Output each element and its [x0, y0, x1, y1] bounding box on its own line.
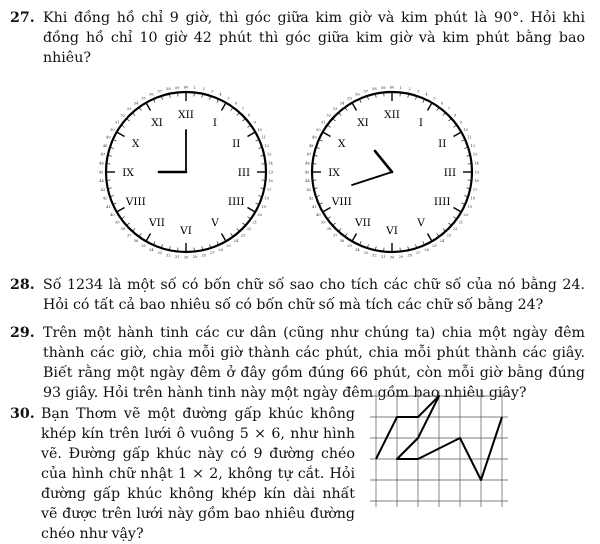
problem-text: Bạn Thơm vẽ một đường gấp khúc không khép kín trên lưới ô vuông 5 × 6, như hình vẽ. Đường gấp khúc này có 9 đường chéo của hình chữ nhật 1 × 2, không tự cắt. Hỏi đường gấp khúc không khép kín dài nhất vẽ được trên lưới này gồm bao nhiêu đường chéo như vậy?	[41, 404, 355, 544]
clock-tick	[133, 228, 135, 230]
clock-tick	[448, 223, 450, 225]
clock-minute-label: 44	[305, 179, 310, 183]
clock-minute-label: 42	[309, 197, 314, 201]
clock-tick	[466, 156, 469, 157]
clock-tick	[111, 195, 114, 196]
clock-tick	[415, 244, 416, 247]
clock-minute-label: 14	[474, 161, 479, 165]
clock-minute-label: 10	[257, 128, 262, 132]
clock-numeral: VIII	[331, 196, 352, 208]
clock-minute-label: 28	[407, 253, 412, 257]
clock-minute-label: 59	[381, 86, 386, 90]
clock-minute-label: 17	[267, 188, 272, 192]
clock-tick	[324, 133, 331, 137]
clock-minute-label: 17	[473, 188, 478, 192]
clock-minute-label: 36	[134, 239, 139, 243]
clock-numeral: II	[232, 138, 240, 150]
clock-minute-label: 21	[252, 220, 257, 224]
clock-minute-label: 40	[110, 213, 115, 217]
clock-minute-label: 41	[106, 205, 111, 209]
clock-minute-label: 5	[227, 97, 230, 101]
minute-hand	[352, 172, 392, 185]
clock-minute-label: 50	[110, 128, 115, 132]
clock-tick	[202, 246, 203, 249]
clock-minute-label: 14	[268, 161, 273, 165]
clock-numeral: IIII	[228, 196, 245, 208]
clock-tick	[255, 140, 258, 141]
clock-minute-label: 29	[193, 255, 198, 259]
clock-minute-label: 13	[473, 153, 478, 157]
clock-tick	[237, 228, 239, 230]
clock-tick	[247, 208, 254, 212]
problem-number: 27.	[10, 8, 35, 28]
clock-minute-label: 48	[103, 144, 108, 148]
clock-tick	[242, 223, 244, 225]
clock-tick	[428, 104, 432, 111]
clock-minute-label: 16	[474, 179, 479, 183]
clock-tick	[209, 97, 210, 100]
clock-minute-label: 56	[149, 93, 154, 97]
clock-minute-label: 7	[242, 107, 245, 111]
clock-minute-label: 6	[441, 102, 444, 106]
clock-minute-label: 31	[381, 255, 386, 259]
clock-minute-label: 44	[99, 179, 104, 183]
clock-tick	[133, 113, 135, 115]
clock-tick	[461, 140, 464, 141]
clock-minute-label: 27	[210, 251, 215, 255]
clock-minute-label: 38	[327, 227, 332, 231]
clock-tick	[231, 108, 233, 110]
clock-numeral: VIII	[125, 196, 146, 208]
clock-minute-label: 15	[269, 170, 274, 174]
clock-tick	[162, 244, 163, 247]
clock-tick	[437, 233, 439, 235]
clock-minute-label: 32	[166, 253, 171, 257]
clock-minute-label: 26	[218, 248, 223, 252]
clock-minute-label: 49	[312, 136, 317, 140]
clock-tick	[114, 140, 117, 141]
clock-minute-label: 3	[211, 89, 214, 93]
clock-tick	[217, 241, 218, 244]
clock-tick	[437, 108, 439, 110]
clock-minute-label: 35	[347, 244, 352, 248]
clock-numeral: V	[210, 217, 219, 229]
clock-tick	[170, 246, 171, 249]
clock-minute-label: 43	[307, 188, 312, 192]
clock-tick	[202, 95, 203, 98]
clock-minute-label: 35	[141, 244, 146, 248]
clock-tick	[353, 233, 357, 240]
clock-minute-label: 23	[241, 233, 246, 237]
clock-minute-label: 40	[316, 213, 321, 217]
clock-tick	[339, 228, 341, 230]
clock-tick	[162, 97, 163, 100]
problem-number: 29.	[10, 323, 35, 343]
clock-minute-label: 12	[471, 144, 476, 148]
clock-numeral: II	[438, 138, 446, 150]
clock-tick	[122, 217, 124, 219]
clock-tick	[247, 126, 249, 128]
clock-tick	[147, 233, 151, 240]
clock-minute-label: 25	[432, 244, 437, 248]
problem-text: Khi đồng hồ chỉ 9 giờ, thì góc giữa kim giờ và kim phút là 90°. Hỏi khi đồng hồ chỉ 10 giờ 42 phút thì góc giữa kim giờ và kim phút bằng bao nhiêu?	[43, 8, 585, 68]
clock-minute-label: 9	[254, 120, 257, 124]
clock-numeral: XII	[384, 109, 400, 121]
clock-minute-label: 60	[390, 85, 395, 89]
clock-numeral: VI	[179, 225, 192, 237]
clock-minute-label: 33	[157, 251, 162, 255]
clock-tick	[122, 126, 124, 128]
clock-tick	[247, 133, 254, 137]
clock-minute-label: 34	[149, 248, 154, 252]
clock-minute-label: 32	[372, 253, 377, 257]
clock-minute-label: 24	[234, 239, 239, 243]
clock-minute-label: 38	[121, 227, 126, 231]
clock-minute-label: 60	[184, 85, 189, 89]
clock-minute-label: 31	[175, 255, 180, 259]
clock-10-42	[302, 82, 482, 262]
clock-tick	[339, 113, 341, 115]
clock-minute-label: 49	[106, 136, 111, 140]
clock-tick	[317, 148, 320, 149]
clock-tick	[222, 104, 226, 111]
clock-numeral: VII	[148, 217, 165, 229]
clock-minute-label: 25	[226, 244, 231, 248]
clock-tick	[140, 108, 142, 110]
clock-minute-label: 20	[257, 213, 262, 217]
clock-tick	[231, 233, 233, 235]
clock-numeral: III	[238, 167, 250, 179]
clock-minute-label: 51	[115, 120, 120, 124]
clock-tick	[260, 188, 263, 189]
clock-minute-label: 2	[409, 87, 411, 91]
clock-tick	[258, 195, 261, 196]
clock-tick	[127, 223, 129, 225]
clock-tick	[346, 108, 348, 110]
clock-tick	[247, 217, 249, 219]
clock-tick	[333, 223, 335, 225]
problem-28	[10, 275, 585, 315]
clock-tick	[109, 156, 112, 157]
clock-minute-label: 59	[175, 86, 180, 90]
clock-minute-label: 53	[333, 107, 338, 111]
clock-tick	[328, 126, 330, 128]
problem-27	[10, 8, 585, 68]
clock-numeral: XI	[151, 117, 163, 129]
clock-numeral: X	[338, 138, 346, 150]
clock-minute-label: 57	[363, 89, 368, 93]
clock-minute-label: 47	[307, 153, 312, 157]
clock-tick	[408, 246, 409, 249]
clock-tick	[217, 100, 218, 103]
clock-minute-label: 46	[99, 161, 104, 165]
clock-minute-label: 24	[440, 239, 445, 243]
clock-numeral: IX	[328, 167, 340, 179]
clock-tick	[320, 140, 323, 141]
clock-tick	[127, 119, 129, 121]
clock-minute-label: 20	[463, 213, 468, 217]
clock-tick	[368, 244, 369, 247]
clock-tick	[209, 244, 210, 247]
clock-tick	[118, 133, 125, 137]
clock-tick	[170, 95, 171, 98]
clock-minute-label: 46	[305, 161, 310, 165]
clock-minute-label: 22	[453, 227, 458, 231]
clock-tick	[464, 195, 467, 196]
clock-minute-label: 30	[390, 255, 395, 259]
clock-minute-label: 56	[355, 93, 360, 97]
clock-minute-label: 1	[194, 86, 196, 90]
clock-numeral: X	[132, 138, 140, 150]
clock-minute-label: 53	[127, 107, 132, 111]
problem-number: 30.	[10, 404, 35, 424]
clock-tick	[154, 241, 155, 244]
clock-tick	[333, 119, 335, 121]
clock-minute-label: 39	[115, 220, 120, 224]
clock-tick	[428, 233, 432, 240]
clock-minute-label: 29	[399, 255, 404, 259]
clock-minute-label: 33	[363, 251, 368, 255]
clock-tick	[328, 217, 330, 219]
clock-minute-label: 7	[448, 107, 451, 111]
problem-text: Số 1234 là một số có bốn chữ số sao cho tích các chữ số của nó bằng 24. Hỏi có tất cả bao nhiêu số có bốn chữ số mà tích các chữ số bằng 24?	[43, 275, 585, 315]
clock-minute-label: 45	[99, 170, 104, 174]
clock-minute-label: 51	[321, 120, 326, 124]
clock-tick	[464, 148, 467, 149]
clock-minute-label: 8	[454, 113, 457, 117]
clock-minute-label: 52	[327, 113, 332, 117]
clock-minute-label: 26	[424, 248, 429, 252]
clock-minute-label: 50	[316, 128, 321, 132]
clock-minute-label: 16	[268, 179, 273, 183]
clock-tick	[453, 208, 460, 212]
clock-numeral: VII	[354, 217, 371, 229]
polyline-grid-figure	[368, 388, 518, 518]
clock-tick	[140, 233, 142, 235]
clock-minute-label: 52	[121, 113, 126, 117]
clock-minute-label: 8	[248, 113, 251, 117]
clock-minute-label: 54	[340, 102, 345, 106]
problem-30	[10, 404, 355, 544]
clock-minute-label: 55	[347, 97, 352, 101]
clock-numeral: XI	[357, 117, 369, 129]
clock-minute-label: 43	[101, 188, 106, 192]
clock-tick	[317, 195, 320, 196]
clock-numeral: I	[213, 117, 217, 129]
clock-tick	[461, 203, 464, 204]
clock-tick	[111, 148, 114, 149]
clock-tick	[353, 104, 357, 111]
clock-minute-label: 4	[425, 93, 428, 97]
clock-minute-label: 41	[312, 205, 317, 209]
clock-minute-label: 9	[460, 120, 463, 124]
clock-minute-label: 54	[134, 102, 139, 106]
clock-minute-label: 37	[333, 233, 338, 237]
clock-tick	[360, 241, 361, 244]
clock-minute-label: 3	[417, 89, 420, 93]
clock-tick	[109, 188, 112, 189]
clock-tick	[114, 203, 117, 204]
clock-minute-label: 58	[372, 87, 377, 91]
clock-minute-label: 23	[447, 233, 452, 237]
clock-numeral: I	[419, 117, 423, 129]
clock-minute-label: 5	[433, 97, 436, 101]
clock-minute-label: 15	[475, 170, 480, 174]
clock-numeral: V	[416, 217, 425, 229]
clock-tick	[453, 133, 460, 137]
clock-tick	[237, 113, 239, 115]
clock-numeral: IIII	[434, 196, 451, 208]
clock-tick	[324, 208, 331, 212]
clock-minute-label: 58	[166, 87, 171, 91]
clock-tick	[320, 203, 323, 204]
clock-minute-label: 1	[400, 86, 402, 90]
clock-minute-label: 36	[340, 239, 345, 243]
problem-number: 28.	[10, 275, 35, 295]
clock-tick	[315, 188, 318, 189]
hour-hand	[375, 151, 392, 172]
clock-minute-label: 28	[201, 253, 206, 257]
clock-minute-label: 37	[127, 233, 132, 237]
clock-tick	[315, 156, 318, 157]
clock-tick	[222, 233, 226, 240]
clock-numeral: IX	[122, 167, 134, 179]
clock-minute-label: 39	[321, 220, 326, 224]
clock-tick	[242, 119, 244, 121]
clock-minute-label: 22	[247, 227, 252, 231]
clock-tick	[453, 217, 455, 219]
clock-minute-label: 18	[265, 197, 270, 201]
clock-minute-label: 19	[261, 205, 266, 209]
clock-minute-label: 21	[458, 220, 463, 224]
clock-minute-label: 42	[103, 197, 108, 201]
clock-tick	[443, 113, 445, 115]
clock-minute-label: 2	[203, 87, 205, 91]
clock-tick	[415, 97, 416, 100]
clock-minute-label: 57	[157, 89, 162, 93]
clock-tick	[368, 97, 369, 100]
clock-minute-label: 48	[309, 144, 314, 148]
clock-minute-label: 47	[101, 153, 106, 157]
clock-tick	[376, 246, 377, 249]
clock-tick	[346, 233, 348, 235]
clock-tick	[466, 188, 469, 189]
clock-tick	[118, 208, 125, 212]
clock-minute-label: 18	[471, 197, 476, 201]
clock-numeral: III	[444, 167, 456, 179]
clock-minute-label: 27	[416, 251, 421, 255]
clock-minute-label: 13	[267, 153, 272, 157]
clock-tick	[453, 126, 455, 128]
clock-minute-label: 30	[184, 255, 189, 259]
clock-9-00	[96, 82, 276, 262]
clock-minute-label: 11	[467, 136, 472, 140]
clock-minute-label: 19	[467, 205, 472, 209]
clock-tick	[376, 95, 377, 98]
clock-tick	[260, 156, 263, 157]
clock-numeral: VI	[385, 225, 398, 237]
clock-minute-label: 11	[261, 136, 266, 140]
clock-tick	[443, 228, 445, 230]
clock-tick	[448, 119, 450, 121]
clock-tick	[360, 100, 361, 103]
clock-minute-label: 10	[463, 128, 468, 132]
clock-numeral: XII	[178, 109, 194, 121]
clock-tick	[423, 241, 424, 244]
clock-minute-label: 12	[265, 144, 270, 148]
clock-tick	[423, 100, 424, 103]
clock-tick	[255, 203, 258, 204]
clock-tick	[147, 104, 151, 111]
clock-minute-label: 45	[305, 170, 310, 174]
clock-tick	[154, 100, 155, 103]
clock-minute-label: 6	[235, 102, 238, 106]
problem-text: Trên một hành tinh các cư dân (cũng như chúng ta) chia một ngày đêm thành các giờ, chia mỗi giờ thành các phút, chia mỗi phút thành các giây. Biết rằng một ngày đêm ở đây gồm đúng 66 phút, còn mỗi giờ bằng đúng 93 giây. Hỏi trên hành tinh này một ngày đêm gồm bao nhiêu giây?	[43, 323, 585, 403]
clock-minute-label: 34	[355, 248, 360, 252]
clock-tick	[408, 95, 409, 98]
clock-minute-label: 55	[141, 97, 146, 101]
clock-tick	[258, 148, 261, 149]
clock-minute-label: 4	[219, 93, 222, 97]
